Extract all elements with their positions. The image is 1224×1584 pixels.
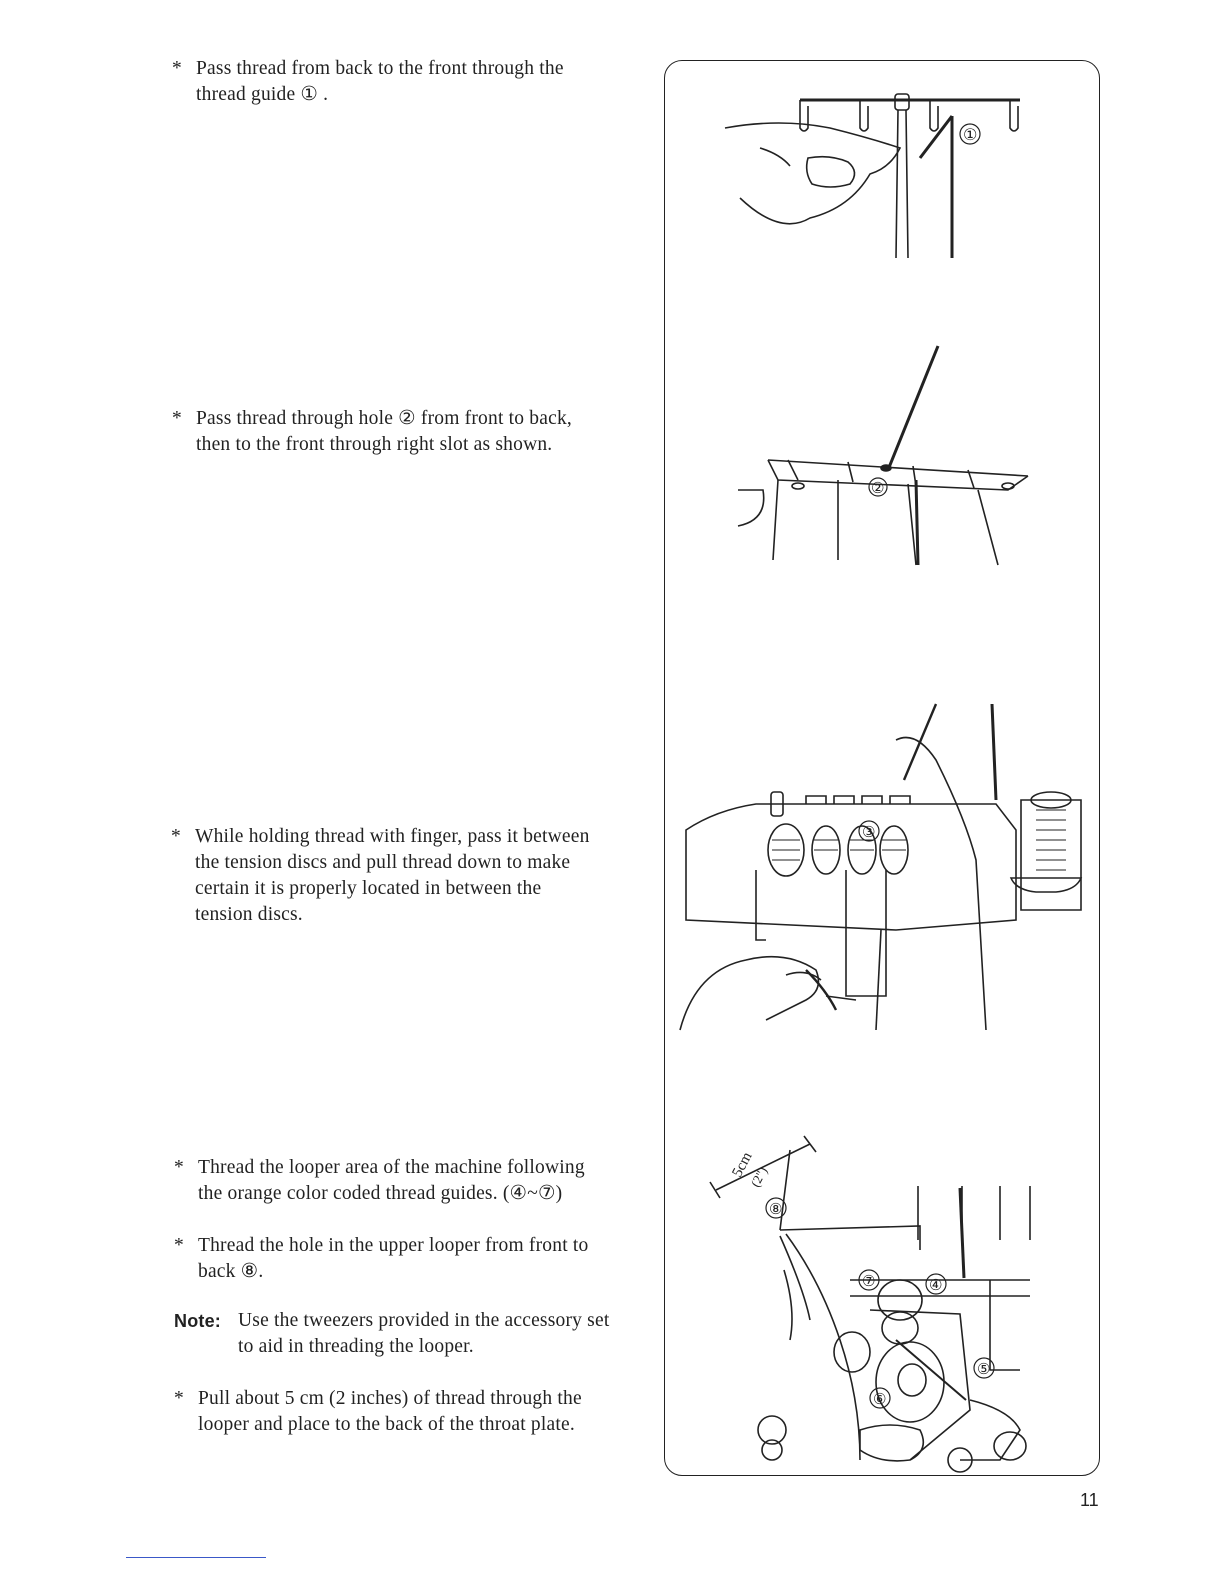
step-text-line: then to the front through right slot as shown. [196, 434, 553, 455]
measure-label: 5cm [729, 1149, 756, 1180]
step-text-line: looper and place to the back of the throat plate. [198, 1414, 575, 1435]
step-bullet: * [172, 58, 182, 79]
step-3 [171, 824, 631, 928]
footer-rule [126, 1557, 266, 1558]
step-text-line: thread guide ① . [196, 84, 329, 105]
figure-looper-area [700, 1130, 1080, 1474]
step-text-line: Pass thread from back to the front through the [196, 58, 564, 79]
step-bullet: * [174, 1157, 184, 1178]
step-1 [172, 56, 632, 108]
callout-5: ⑤ [977, 1360, 991, 1378]
step-bullet: * [172, 408, 182, 429]
step-text-line: back ⑧. [198, 1261, 264, 1282]
step-text-line: Pull about 5 cm (2 inches) of thread through the [198, 1388, 582, 1409]
step-5 [174, 1233, 636, 1285]
step-text-line: the orange color coded thread guides. (④~⑦) [198, 1183, 563, 1204]
step-text-line: certain it is properly located in between the [195, 878, 542, 899]
step-text-line: tension discs. [195, 904, 303, 925]
step-text-line: Thread the hole in the upper looper from front to [198, 1235, 589, 1256]
note-label: Note: [174, 1311, 221, 1331]
note-text-line: Use the tweezers provided in the accessory set [238, 1310, 610, 1331]
step-text-line: the tension discs and pull thread down to make [195, 852, 571, 873]
callout-2: ② [871, 479, 885, 497]
note [174, 1308, 636, 1360]
figure-hole-slot [738, 340, 1038, 570]
step-2 [172, 406, 632, 458]
note-text-line: to aid in threading the looper. [238, 1336, 474, 1357]
callout-4: ④ [929, 1276, 943, 1294]
measure-sublabel: (2") [747, 1164, 771, 1190]
callout-1: ① [963, 125, 978, 144]
step-bullet: * [171, 826, 181, 847]
step-bullet: * [174, 1388, 184, 1409]
callout-6: ⑥ [873, 1390, 887, 1408]
callout-3: ③ [862, 823, 876, 841]
step-text-line: Thread the looper area of the machine following [198, 1157, 585, 1178]
callout-7: ⑦ [862, 1272, 876, 1290]
callout-8: ⑧ [769, 1200, 783, 1218]
figure-tension-discs [676, 700, 1086, 1040]
step-4 [174, 1155, 636, 1207]
figure-thread-guide [720, 88, 1040, 268]
page-number: 11 [1080, 1490, 1099, 1510]
step-bullet: * [174, 1235, 184, 1256]
step-text-line: Pass thread through hole ② from front to back, [196, 408, 572, 429]
step-6 [174, 1386, 636, 1438]
step-text-line: While holding thread with finger, pass it between [195, 826, 590, 847]
